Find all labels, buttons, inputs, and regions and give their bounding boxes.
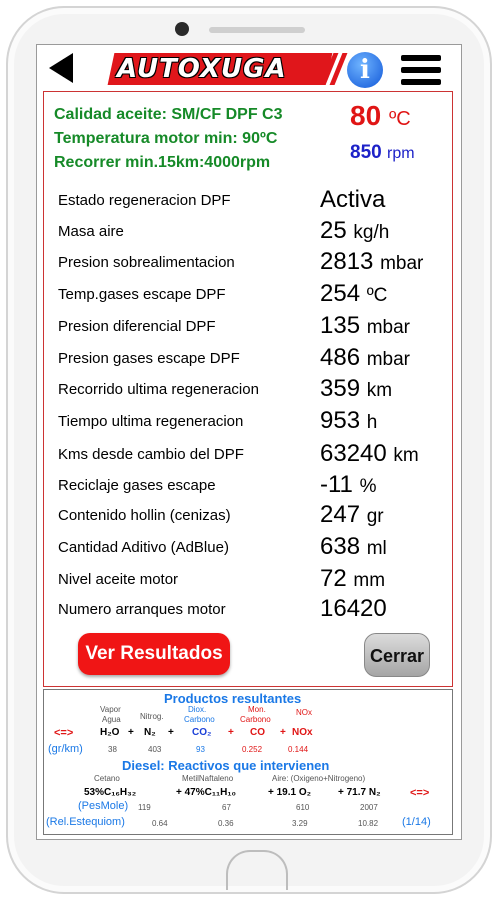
row-label: Nivel aceite motor — [58, 571, 179, 588]
rel-value: 0.36 — [218, 819, 234, 828]
rel-estequiom-label: (Rel.Estequiom) — [46, 816, 125, 828]
row-label: Temp.gases escape DPF — [58, 286, 226, 303]
formula-co2: CO₂ — [192, 727, 212, 738]
row-value: 953 h — [320, 407, 378, 434]
row-label: Cantidad Aditivo (AdBlue) — [58, 539, 229, 556]
logo-stripes — [312, 53, 342, 85]
row-value: Activa — [320, 186, 386, 213]
row-value: 63240 km — [320, 440, 419, 467]
rel-value: 10.82 — [358, 819, 379, 828]
row-recorrido-regeneracion — [44, 375, 452, 405]
engine-temperature-unit: ºC — [388, 108, 411, 130]
engine-rpm-value: 850 — [350, 142, 382, 163]
pesmole-value: 610 — [296, 803, 310, 812]
speaker-grille — [209, 27, 305, 33]
row-value: 254 ºC — [320, 280, 388, 307]
product-value: 38 — [108, 745, 117, 754]
formula-nox: NOx — [292, 727, 313, 738]
row-value: 486 mbar — [320, 344, 411, 371]
reactant-name: Cetano — [94, 774, 120, 783]
row-contenido-hollin — [44, 501, 452, 531]
row-value: 359 km — [320, 375, 393, 402]
product-name: Mon. — [248, 705, 266, 714]
row-label: Masa aire — [58, 223, 124, 240]
formula-cetano: 53%C₁₆H₃₂ — [84, 787, 137, 798]
row-reciclaje-gases — [44, 471, 452, 501]
row-value: 16420 — [320, 595, 387, 622]
product-value: 93 — [196, 745, 205, 754]
row-label: Reciclaje gases escape — [58, 477, 216, 494]
row-presion-diferencial — [44, 312, 452, 342]
formula-co: CO — [250, 727, 265, 738]
row-value: 638 ml — [320, 533, 387, 560]
product-name: Vapor — [100, 705, 121, 714]
product-name: Diox. — [188, 705, 207, 714]
pesmole-label: (PesMole) — [78, 800, 129, 812]
row-label: Presion diferencial DPF — [58, 318, 216, 335]
hamburger-menu-icon[interactable] — [401, 55, 441, 85]
row-numero-arranques — [44, 595, 452, 625]
formula-oxygen: + 19.1 O₂ — [268, 787, 312, 798]
row-value: 72 mm — [320, 565, 386, 592]
oil-quality-note: Calidad aceite: SM/CF DPF C3 — [54, 106, 283, 123]
reactant-name: Aire: (Oxigeno+Nitrogeno) — [272, 774, 366, 783]
engine-rpm — [350, 142, 415, 164]
products-title: Productos resultantes — [164, 691, 302, 706]
row-label: Kms desde cambio del DPF — [58, 446, 244, 463]
rel-value: 3.29 — [292, 819, 308, 828]
formula-h2o: H₂O — [100, 727, 120, 738]
row-label: Contenido hollin (cenizas) — [58, 507, 231, 524]
dpf-data-panel — [43, 91, 453, 687]
product-value: 0.252 — [242, 745, 263, 754]
reactant-name: MetilNaftaleno — [182, 774, 234, 783]
product-value: 403 — [148, 745, 162, 754]
row-label: Tiempo ultima regeneracion — [58, 413, 244, 430]
page-indicator[interactable]: (1/14) — [402, 816, 431, 828]
formula-metilnaftaleno: + 47%C₁₁H₁₀ — [176, 787, 236, 798]
equilibrium-arrows: <=> — [410, 787, 430, 799]
rel-value: 0.64 — [152, 819, 168, 828]
drive-note: Recorrer min.15km:4000rpm — [54, 154, 271, 171]
row-nivel-aceite — [44, 565, 452, 595]
plus-sign: + — [128, 727, 134, 738]
pesmole-value: 2007 — [360, 803, 378, 812]
cerrar-button[interactable]: Cerrar — [364, 633, 430, 677]
row-presion-gases — [44, 344, 452, 374]
row-estado-regeneracion — [44, 186, 452, 216]
home-button[interactable] — [226, 850, 288, 890]
product-name: Carbono — [240, 715, 271, 724]
pesmole-value: 67 — [222, 803, 231, 812]
app-screen — [36, 44, 462, 840]
row-label: Presion sobrealimentacion — [58, 254, 235, 271]
row-value: 135 mbar — [320, 312, 411, 339]
row-cantidad-aditivo — [44, 533, 452, 563]
plus-sign: + — [280, 727, 286, 738]
plus-sign: + — [168, 727, 174, 738]
product-name: Agua — [102, 715, 121, 724]
row-label: Numero arranques motor — [58, 601, 226, 618]
row-label: Estado regeneracion DPF — [58, 192, 231, 209]
product-name: NOx — [296, 708, 312, 717]
formula-n2: N₂ — [144, 727, 156, 738]
product-value: 0.144 — [288, 745, 309, 754]
row-temp-gases — [44, 280, 452, 310]
top-bar — [37, 45, 462, 91]
plus-sign: + — [228, 727, 234, 738]
row-value: 2813 mbar — [320, 248, 424, 275]
product-name: Carbono — [184, 715, 215, 724]
pesmole-value: 119 — [138, 803, 151, 812]
app-logo: AUTOXUGA — [117, 54, 287, 84]
equilibrium-arrows: <=> — [54, 727, 74, 739]
row-presion-sobrealimentacion — [44, 248, 452, 278]
camera-icon — [175, 22, 189, 36]
min-temp-note: Temperatura motor min: 90ºC — [54, 130, 278, 147]
reactants-title: Diesel: Reactivos que intervienen — [122, 758, 330, 773]
products-unit-label: (gr/km) — [48, 743, 83, 755]
info-icon[interactable]: i — [347, 52, 383, 88]
engine-rpm-unit: rpm — [386, 145, 415, 162]
row-value: 25 kg/h — [320, 217, 390, 244]
engine-temperature-value: 80 — [350, 100, 382, 131]
row-value: 247 gr — [320, 501, 384, 528]
ver-resultados-button[interactable]: Ver Resultados — [78, 633, 230, 675]
row-masa-aire — [44, 217, 452, 247]
engine-temperature — [350, 100, 411, 132]
row-kms-cambio-dpf — [44, 440, 452, 470]
row-label: Presion gases escape DPF — [58, 350, 240, 367]
chemistry-panel — [43, 689, 453, 835]
row-tiempo-regeneracion — [44, 407, 452, 437]
formula-nitrogen: + 71.7 N₂ — [338, 787, 381, 798]
row-value: -11 % — [320, 471, 377, 498]
row-label: Recorrido ultima regeneracion — [58, 381, 259, 398]
product-name: Nitrog. — [140, 712, 164, 721]
